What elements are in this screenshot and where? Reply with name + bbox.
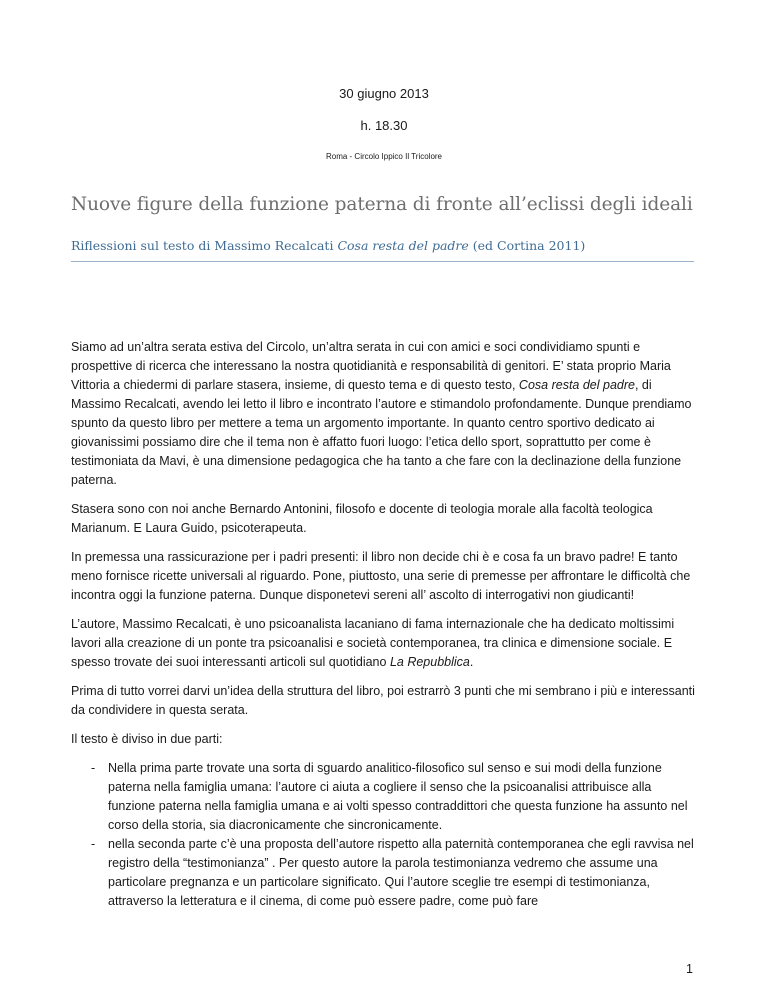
event-date: 30 giugno 2013 — [339, 86, 429, 101]
event-time: h. 18.30 — [360, 118, 408, 133]
event-place: Roma - Circolo Ippico Il Tricolore — [325, 152, 443, 161]
title-divider — [71, 261, 694, 262]
paragraph-text: , di Massimo Recalcati, avendo lei letto il libro e incontrato l’autore e stimandolo profondamente. Dunque prendiamo spunto da questo libro per mettere a tema un argomento importante. In quanto centro sportivo dedicato ai giovanissimi possiamo dire che il tema non è affatto fuori luogo: l’etica dello sport, soprattutto per come è testimoniata da Mavi, è una dimensione pedagogica che ha tanto a che fare con la declinazione della funzione paterna. — [71, 378, 692, 487]
paragraph: Il testo è diviso in due parti: — [71, 732, 223, 746]
paragraph-text: . — [469, 655, 474, 669]
paragraph: Prima di tutto vorrei darvi un’idea della struttura del libro, poi estrarrò 3 punti che mi sembrano i più e interessanti da condividere in questa serata. — [71, 684, 695, 717]
book-title: Cosa resta del padre — [518, 378, 635, 392]
paragraph: Stasera sono con noi anche Bernardo Antonini, filosofo e docente di teologia morale alla facoltà teologica Marianum. E Laura Guido, psicoterapeuta. — [71, 502, 653, 535]
list-item — [71, 835, 701, 911]
page-number: 1 — [686, 962, 693, 976]
document-body — [71, 338, 701, 911]
subtitle-book-title: Cosa resta del padre — [337, 238, 469, 253]
structure-list — [71, 759, 701, 911]
list-item-text: Nella prima parte trovate una sorta di sguardo analitico-filosofico sul senso e sui modi della funzione paterna nella famiglia umana: l’autore ci aiuta a cogliere il senso che la psicoanalisi attribuisce alla funzione paterna nella famiglia umana e ai volti spesso contraddittori che questa funzione ha assunto nel corso della storia, sia diacronicamente che sincronicamente. — [108, 761, 688, 832]
list-dash: - — [91, 761, 96, 775]
paragraph: In premessa una rassicurazione per i padri presenti: il libro non decide chi è e cosa fa un bravo padre! E tanto meno fornisce ricette universali al riguardo. Pone, piuttosto, una serie di premesse per affrontare le difficoltà che incontra oggi la funzione paterna. Dunque disponetevi sereni all’ ascolto di interrogativi non giudicanti! — [71, 550, 691, 602]
list-item-text: nella seconda parte c’è una proposta dell’autore rispetto alla paternità contemporanea che egli ravvisa nel registro della “testimonianza” . Per questo autore la parola testimonianza vedremo che assume una particolare pregnanza e un particolare significato. Qui l’autore sceglie tre esempi di testimonianza, attraverso la letteratura e il cinema, di come può essere padre, come può fare — [108, 837, 694, 908]
newspaper-title: La Repubblica — [389, 655, 470, 669]
subtitle-suffix: (ed Cortina 2011) — [468, 238, 586, 253]
document-subtitle — [71, 238, 711, 253]
paragraph — [71, 615, 701, 672]
subtitle-prefix: Riflessioni sul testo di Massimo Recalcati — [71, 238, 338, 253]
paragraph — [71, 338, 701, 490]
document-title: Nuove figure della funzione paterna di fronte all’eclissi degli ideali — [71, 194, 693, 215]
list-dash: - — [91, 837, 96, 851]
paragraph-text: Siamo ad un’altra serata estiva del Circolo, un’altra serata in cui con amici e soci condividiamo spunti e prospettive di ricerca che interessano la nostra quotidianità e responsabilità di genitori. E’ stata proprio Maria Vittoria a chiedermi di parlare stasera, insieme, di questo tema e di questo testo, — [71, 340, 671, 392]
list-item — [71, 759, 701, 835]
paragraph-text: L’autore, Massimo Recalcati, è uno psicoanalista lacaniano di fama internazionale che ha dedicato moltissimi lavori alla creazione di un ponte tra psicoanalisi e società contemporanea, tra clinica e dimensione sociale. E spesso trovate dei suoi interessanti articoli sul quotidiano — [71, 617, 675, 669]
